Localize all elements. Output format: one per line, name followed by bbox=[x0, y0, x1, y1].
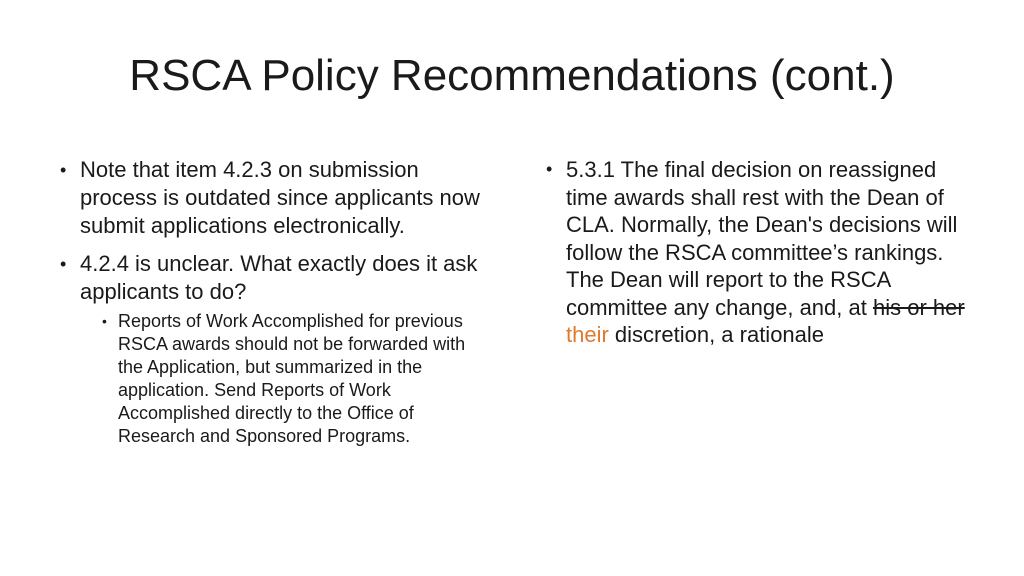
bullet-text-before: 5.3.1 The final decision on reassigned time awards shall rest with the Dean of CLA. Normally, the Dean's decisions will follow the RSCA committee’s rankings. The Dean will report to the RSCA committee any change, and, at bbox=[566, 157, 958, 320]
sub-bullet-item bbox=[80, 310, 486, 448]
right-column bbox=[542, 156, 982, 359]
bullet-text: Note that item 4.2.3 on submission process is outdated since applicants now submit applications electronically. bbox=[80, 157, 480, 238]
right-bullet-list bbox=[542, 156, 982, 349]
bullet-text: 4.2.4 is unclear. What exactly does it ask applicants to do? bbox=[80, 251, 478, 304]
slide-title: RSCA Policy Recommendations (cont.) bbox=[129, 51, 895, 100]
inserted-text: their bbox=[566, 322, 609, 347]
sub-bullet-text: Reports of Work Accomplished for previous RSCA awards should not be forwarded with the Application, but summarized in the application. Send Reports of Work Accomplished directly to the Office of Research and Sponsored Programs. bbox=[118, 311, 466, 446]
left-bullet-list bbox=[56, 156, 486, 448]
bullet-item-5-3-1 bbox=[542, 156, 982, 349]
bullet-item-4-2-4 bbox=[56, 250, 486, 448]
bullet-item-submission bbox=[56, 156, 486, 240]
left-column bbox=[56, 156, 486, 458]
sub-bullet-list bbox=[80, 310, 486, 448]
bullet-text-after: discretion, a rationale bbox=[608, 322, 825, 347]
struck-text: his or her bbox=[872, 294, 965, 320]
